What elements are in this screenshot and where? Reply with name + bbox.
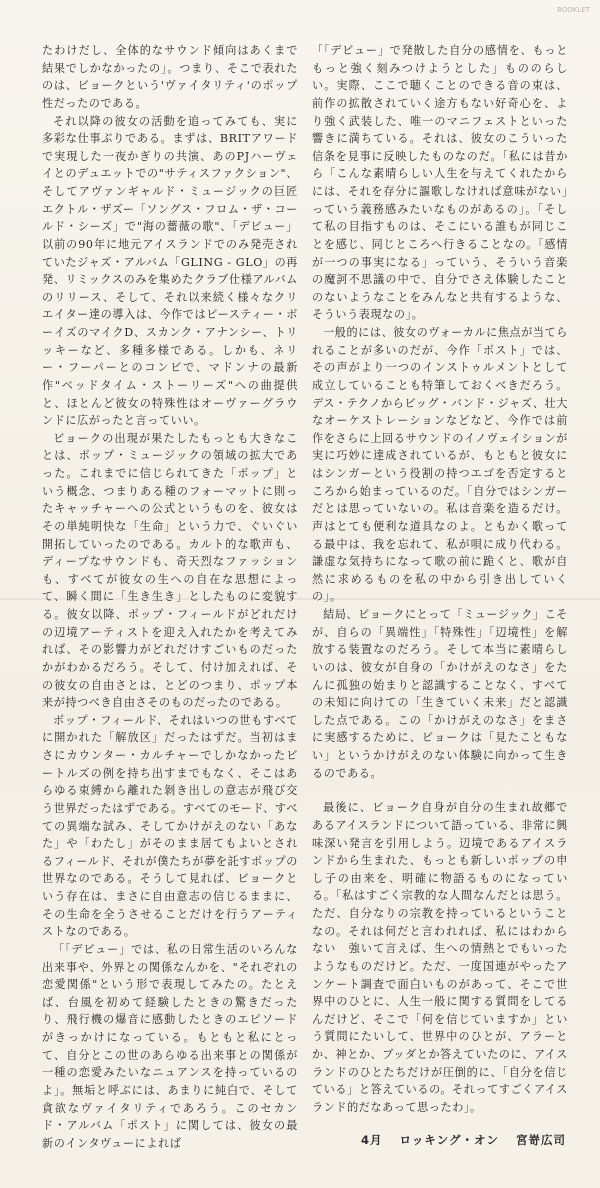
left-column bbox=[42, 42, 298, 1152]
paragraph: 「「デビュー」では、私の日常生活のいろんな出来事や、外界との関係なんかを、"それぞれの恋愛関係"という形で表現してみたの。たとえば、台風を初めて経験したときの驚きだったり、飛行機の爆音に感動したときのエピソードがきっかけになっている。もともと私にとって、自分とこの世のあらゆる出来事との関係が一種の恋愛みたいなニュアンスを持っているのよ」。無垢と呼ぶには、あまりに純白で、そして貪欲なヴァイタリティであろう。このセカンド・アルバム「ポスト」に関しては、彼女の最新のインタヴューによれば bbox=[42, 942, 298, 1150]
paragraph: 「「デビュー」で発散した自分の感情を、もっともっと強く刻みつけようとした」もののらしい。実際、ここで聴くことのできる音の束は、前作の拡散されていく途方もない好奇心を、より強く武装した、唯一のマニフェストといった響きに満ちている。それは、彼女のこういった信条を見事に反映したものなのだ。「私には昔から「こんな素晴らしい人生を与えてくれたからには、それを存分に謳歌しなければ意味がない」っていう義務感みたいなものがあるの」。「そして私の目指すものは、そこにいる誰もが同じことを感じ、同じところへ行きることなの。「感情が一つの事実になる」っていう、そういう音楽の魔訶不思議の中で、自分でさえ体験したことのないようなことをみんなと共有するような、そういう表現なの」。 bbox=[312, 44, 568, 322]
paragraph: ポップ・フィールド、それはいつの世もすべてに開かれた「解放区」だったはずだ。当初はまさにカウンター・カルチャーでしかなかったビートルズの例を持ち出すまでもなく、そこはあらゆる束縛から離れた剝き出しの意志が飛び交う世界だったはずである。すべてのモード、すべての異端な試み、そしてかけがえのない「あなた」や「わたし」がそのまま居てもよいとされるフィールド、それが僕たちが夢を託すポップの世界なのである。そうして見れば、ビョークという存在は、まさに自由意志の信じるままに、その生命を全うさせることだけを行うアーティストなのである。 bbox=[42, 713, 298, 939]
paragraph: それ以降の彼女の活動を追ってみても、実に多彩な仕事ぶりである。まずは、BRITアワードで実現した一夜かぎりの共演、あのPJハーヴェイとのデュエットでの"サティスファクション"、そしてアヴァンギャルド・ミュージックの巨匠エクトル・ザズー「ソングス・フロム・ザ・コールド・シーズ」で"海の薔薇の歌"、「デビュー」以前の90年に地元アイスランドでのみ発売されていたジャズ・アルバム「GLING - GLO」の再発、リミックスのみを集めたクラブ仕様アルバムのリリース、そして、それ以来続く様々なクリエイター達の導入は、今作ではビースティー・ボーイズのマイクD、スカンク・アナンシー、トリッキーなど、多種多様である。しかも、ネリー・フーパーとのコンビで、マドンナの最新作"ベッドタイム・ストーリーズ"への曲提供と、ほとんど彼女の特殊性はオーヴァーグラウンドに広がったと言っていい。 bbox=[42, 114, 298, 428]
paragraph: ビョークの出現が果たしたもっとも大きなことは、ポップ・ミュージックの領域の拡大であった。これまでに信じられてきた「ポップ」という概念、つまりある種のフォーマットに則ったキャッチャーへの公式というものを、彼女はその単純明快な「生命」という力で、ぐいぐい開拓していったのである。カルト的な歌声も、ディープなサウンドも、奇天烈なファッションも、すべてが彼女の生への自在な思想によって、瞬く間に「生き生き」としたものに変貌する。彼女以降、ポップ・フィールドがどれだけの辺境アーティストを迎え入れたかを考えてみれば、その影響力がどれだけすごいものだったかがわかるだろう。そして、付け加えれば、その彼女の自由さとは、とどのつまり、ポップ本来が持つべき自由さそのものだったのである。 bbox=[42, 431, 298, 710]
byline bbox=[312, 1131, 568, 1149]
byline-month: 4月 bbox=[361, 1132, 383, 1147]
paragraph: たわけだし、全体的なサウンド傾向はあくまで結果でしかなかったの」。つまり、そこで表れたのは、ビョークという'ヴァイタリティ'のポップ性だったのである。 bbox=[42, 44, 298, 110]
byline-author: 宮嵜広司 bbox=[516, 1132, 566, 1147]
paragraph: 一般的には、彼女のヴォーカルに焦点が当てられることが多いのだが、今作「ポスト」では、その声がより一つのインストゥルメントとして成立していることも特筆しておくべきだろう。デス・テクノからビッグ・バンド・ジャズ、壮大なオーケストレーションなどなど、今作では前作をさらに上回るサウンドのイノヴェイションが実に巧妙に達成されているが、もともと彼女にはシンガーという役割の持つエゴを否定するところから始まっているのだ。「自分ではシンガーだとは思っていないの。私は音楽を造るだけ。声はとても便利な道具なのよ。ともかく歌ってる最中は、我を忘れて、私が唄に成り代わる。謙虚な気持ちになって歌の前に跪くと、歌が自然に求めるものを私の中から引き出していくの」。 bbox=[312, 326, 568, 604]
byline-publication: ロッキング・オン bbox=[399, 1132, 499, 1147]
right-column bbox=[312, 42, 568, 1149]
paragraph: 最後に、ビョーク自身が自分の生まれ故郷であるアイスランドについて語っている、非常に興味深い発言を引用しよう。辺境であるアイスランドから生まれた、もっとも新しいポップの申し子の由来を、明確に物語るものになっている。「私はすごく宗教的な人間なんだとは思う。ただ、自分なりの宗教を持っているということなの。それは何だと言われれば、私にはわからない 強いて言えば、生への情熱とでもいったようなものだけど。ただ、一度国連がやったアンケート調査で面白いものがあって、そこで世界中のひとに、人生一般に関する質問をしてるんだけど、そこで「何を信じていますか」という質問にたいして、世界中のひとが、アラーとか、神とか、ブッダとか答えていたのに、アイスランドのひとたちだけが圧倒的に、「自分を信じている」と答えているの。それってすごくアイスランド的だなあって思ったわ」。 bbox=[312, 801, 568, 1114]
corner-mark: BOOKLET bbox=[557, 6, 590, 14]
paragraph: 結局、ビョークにとって「ミュージック」こそが、自らの「異端性」「特殊性」「辺境性」を解放する装置なのだろう。そして本当に素晴らしいのは、彼女が自身の「かけがえのなさ」をたんに孤独の始まりと認識することなく、すべての未知に向けての「生きていく未来」だと認識した点である。この「かけがえのなさ」をまさに実感するために、ビョークは「見たこともない」というかけがえのない体験に向かって生きるのである。 bbox=[312, 608, 568, 780]
section-gap bbox=[312, 782, 568, 799]
